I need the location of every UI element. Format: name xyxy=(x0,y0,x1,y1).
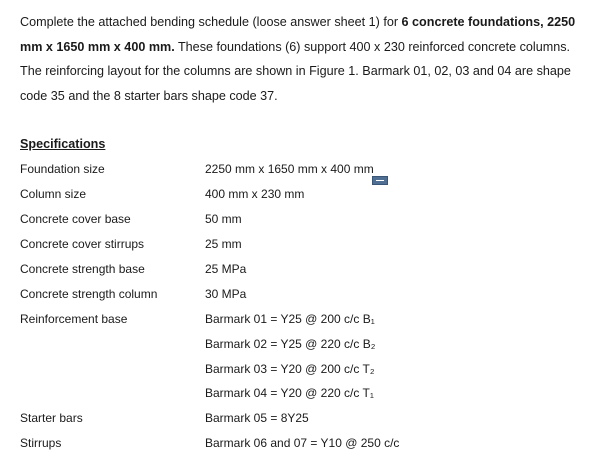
spec-row-cover-stirrups xyxy=(0,237,599,257)
spec-label: Concrete cover stirrups xyxy=(20,237,145,251)
spec-value: 30 MPa xyxy=(205,287,247,301)
spec-row-column-size xyxy=(0,187,599,207)
spec-row-foundation-size xyxy=(0,162,599,182)
intro-text-1: Complete the attached bending schedule (loose answer sheet 1) for xyxy=(20,15,402,29)
spec-value: Barmark 01 = Y25 @ 200 c/c B₁ xyxy=(205,312,375,326)
spec-row-strength-column xyxy=(0,287,599,307)
spec-label: Concrete strength column xyxy=(20,287,158,301)
spec-value: 25 MPa xyxy=(205,262,247,276)
spec-label: Column size xyxy=(20,187,87,201)
spec-value: Barmark 05 = 8Y25 xyxy=(205,411,309,425)
spec-label: Foundation size xyxy=(20,162,105,176)
spec-row-reinforcement-base xyxy=(0,312,599,332)
spec-label: Reinforcement base xyxy=(20,312,128,326)
spec-row-strength-base xyxy=(0,262,599,282)
comment-icon[interactable] xyxy=(372,176,388,185)
spec-value: 50 mm xyxy=(205,212,242,226)
spec-row-cover-base xyxy=(0,212,599,232)
spec-row-barmark-03 xyxy=(0,362,599,382)
spec-row-barmark-02 xyxy=(0,337,599,357)
spec-value: 25 mm xyxy=(205,237,242,251)
spec-value: 400 mm x 230 mm xyxy=(205,187,305,201)
specifications-heading: Specifications xyxy=(20,137,106,151)
spec-label: Concrete strength base xyxy=(20,262,145,276)
spec-label: Concrete cover base xyxy=(20,212,131,226)
spec-row-barmark-04 xyxy=(0,386,599,406)
spec-value: Barmark 06 and 07 = Y10 @ 250 c/c xyxy=(205,436,400,450)
spec-label: Stirrups xyxy=(20,436,62,450)
spec-value: 2250 mm x 1650 mm x 400 mm xyxy=(205,162,374,176)
spec-value: Barmark 02 = Y25 @ 220 c/c B₂ xyxy=(205,337,376,351)
intro-text-2: These foundations (6) support 400 x 230 reinforced concrete columns. The reinforcing layout for the columns are shown in Figure 1. Barmark 01, 02, 03 and 04 are shape code 35 and the 8 starter bars shape code 37. xyxy=(20,39,571,103)
spec-label: Starter bars xyxy=(20,411,83,425)
intro-paragraph xyxy=(20,10,580,108)
intro-bold-text: 6 concrete foundations, 2250 mm x 1650 mm x 400 mm. xyxy=(20,15,576,54)
spec-row-stirrups xyxy=(0,436,599,456)
spec-value: Barmark 03 = Y20 @ 200 c/c T₂ xyxy=(205,362,375,376)
spec-row-starter-bars xyxy=(0,411,599,431)
spec-value: Barmark 04 = Y20 @ 220 c/c T₁ xyxy=(205,386,374,400)
